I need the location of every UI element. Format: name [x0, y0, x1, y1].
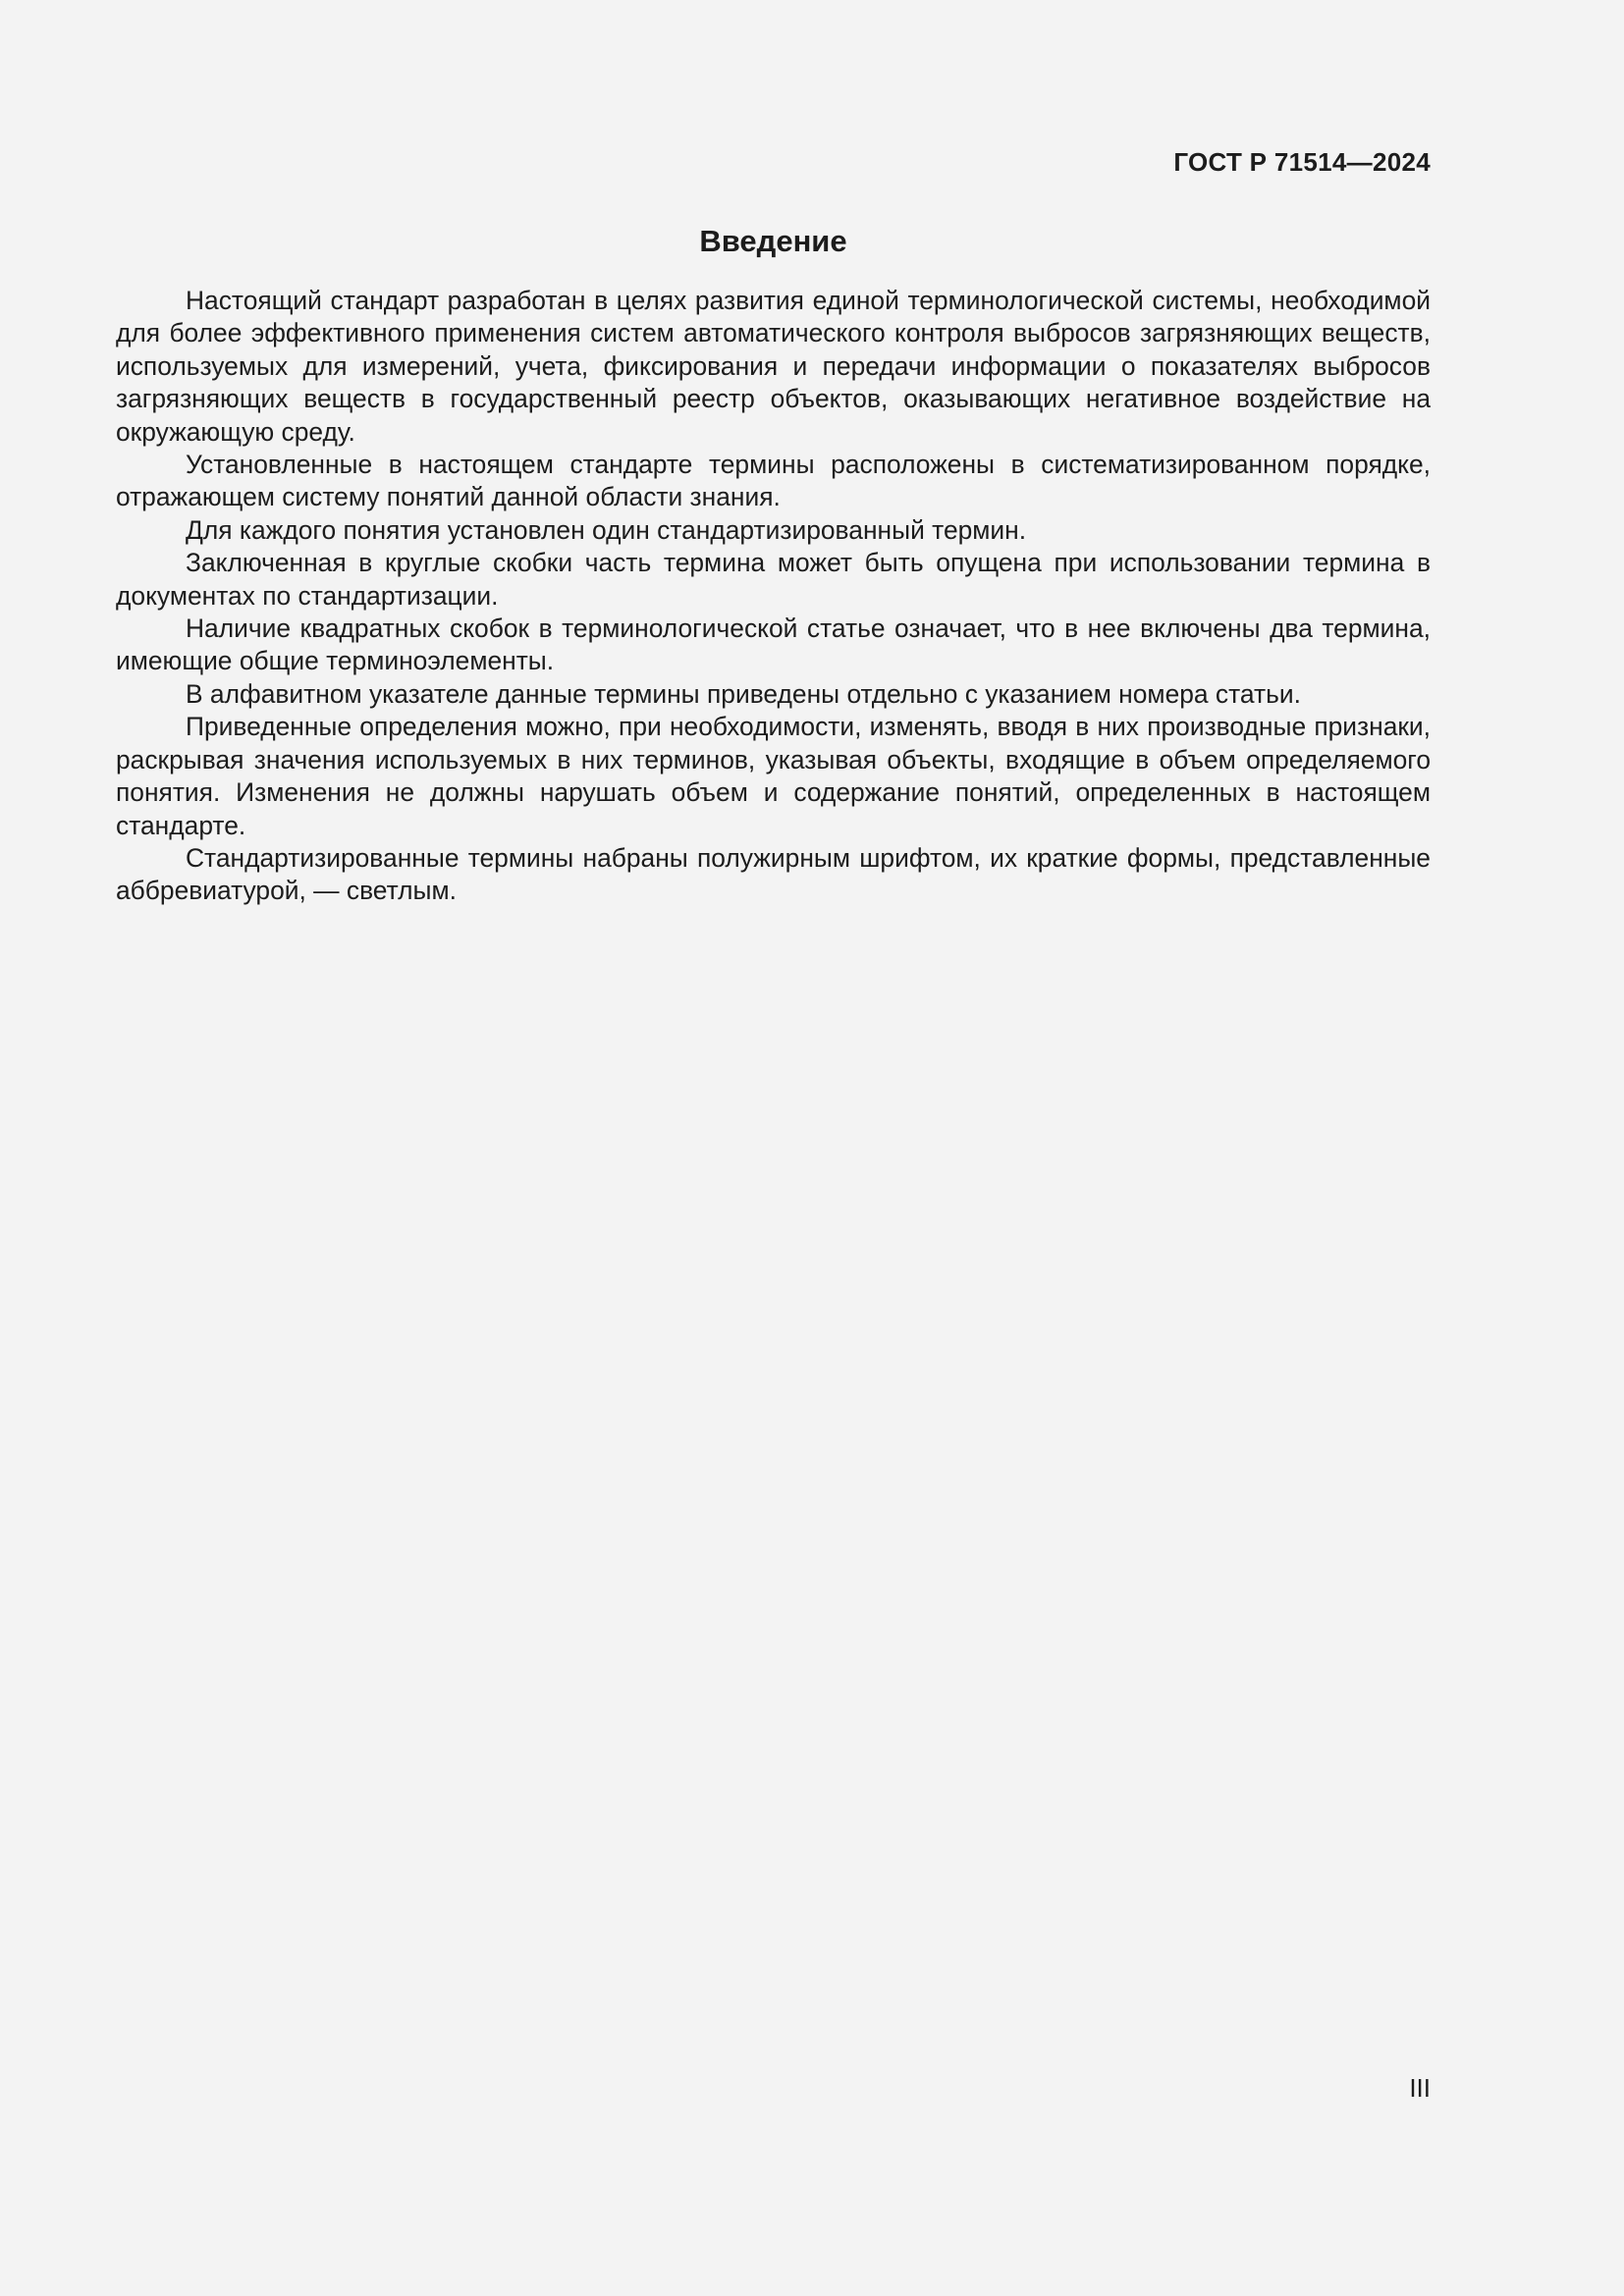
- paragraph: Для каждого понятия установлен один стандартизированный термин.: [186, 514, 1027, 545]
- page-number: III: [1409, 2073, 1431, 2103]
- paragraph: В алфавитном указателе данные термины приведены отдельно с указанием номера статьи.: [186, 678, 1301, 709]
- paragraph: Приведенные определения можно, при необходимости, изменять, вводя в них производные признаки, раскрывая значения используемых в них терминов, указывая объекты, входящие в объем определяемого понятия. Изменения не должны нарушать объем и содержание понятий, определенных в настоящем стандарте.: [116, 712, 1431, 840]
- paragraph: Стандартизированные термины набраны полужирным шрифтом, их краткие формы, представленные аббревиатурой, — светлым.: [116, 842, 1431, 906]
- section-title: Введение: [699, 224, 847, 258]
- document-code: ГОСТ Р 71514—2024: [1173, 147, 1431, 177]
- paragraph: Наличие квадратных скобок в терминологической статье означает, что в нее включены два термина, имеющие общие терминоэлементы.: [116, 614, 1431, 676]
- paragraph: Настоящий стандарт разработан в целях развития единой терминологической системы, необходимой для более эффективного применения систем автоматического контроля выбросов загрязняющих веществ, используемых для измерений, учета, фиксирования и передачи информации о показателях выбросов загрязняющих веществ в государственный реестр объектов, оказывающих негативное воздействие на окружающую среду.: [116, 286, 1431, 447]
- paragraph: Установленные в настоящем стандарте термины расположены в систематизированном порядке, отражающем систему понятий данной области знания.: [116, 450, 1431, 512]
- body-text: [116, 285, 1431, 908]
- paragraph: Заключенная в круглые скобки часть термина может быть опущена при использовании термина в документах по стандартизации.: [116, 548, 1431, 611]
